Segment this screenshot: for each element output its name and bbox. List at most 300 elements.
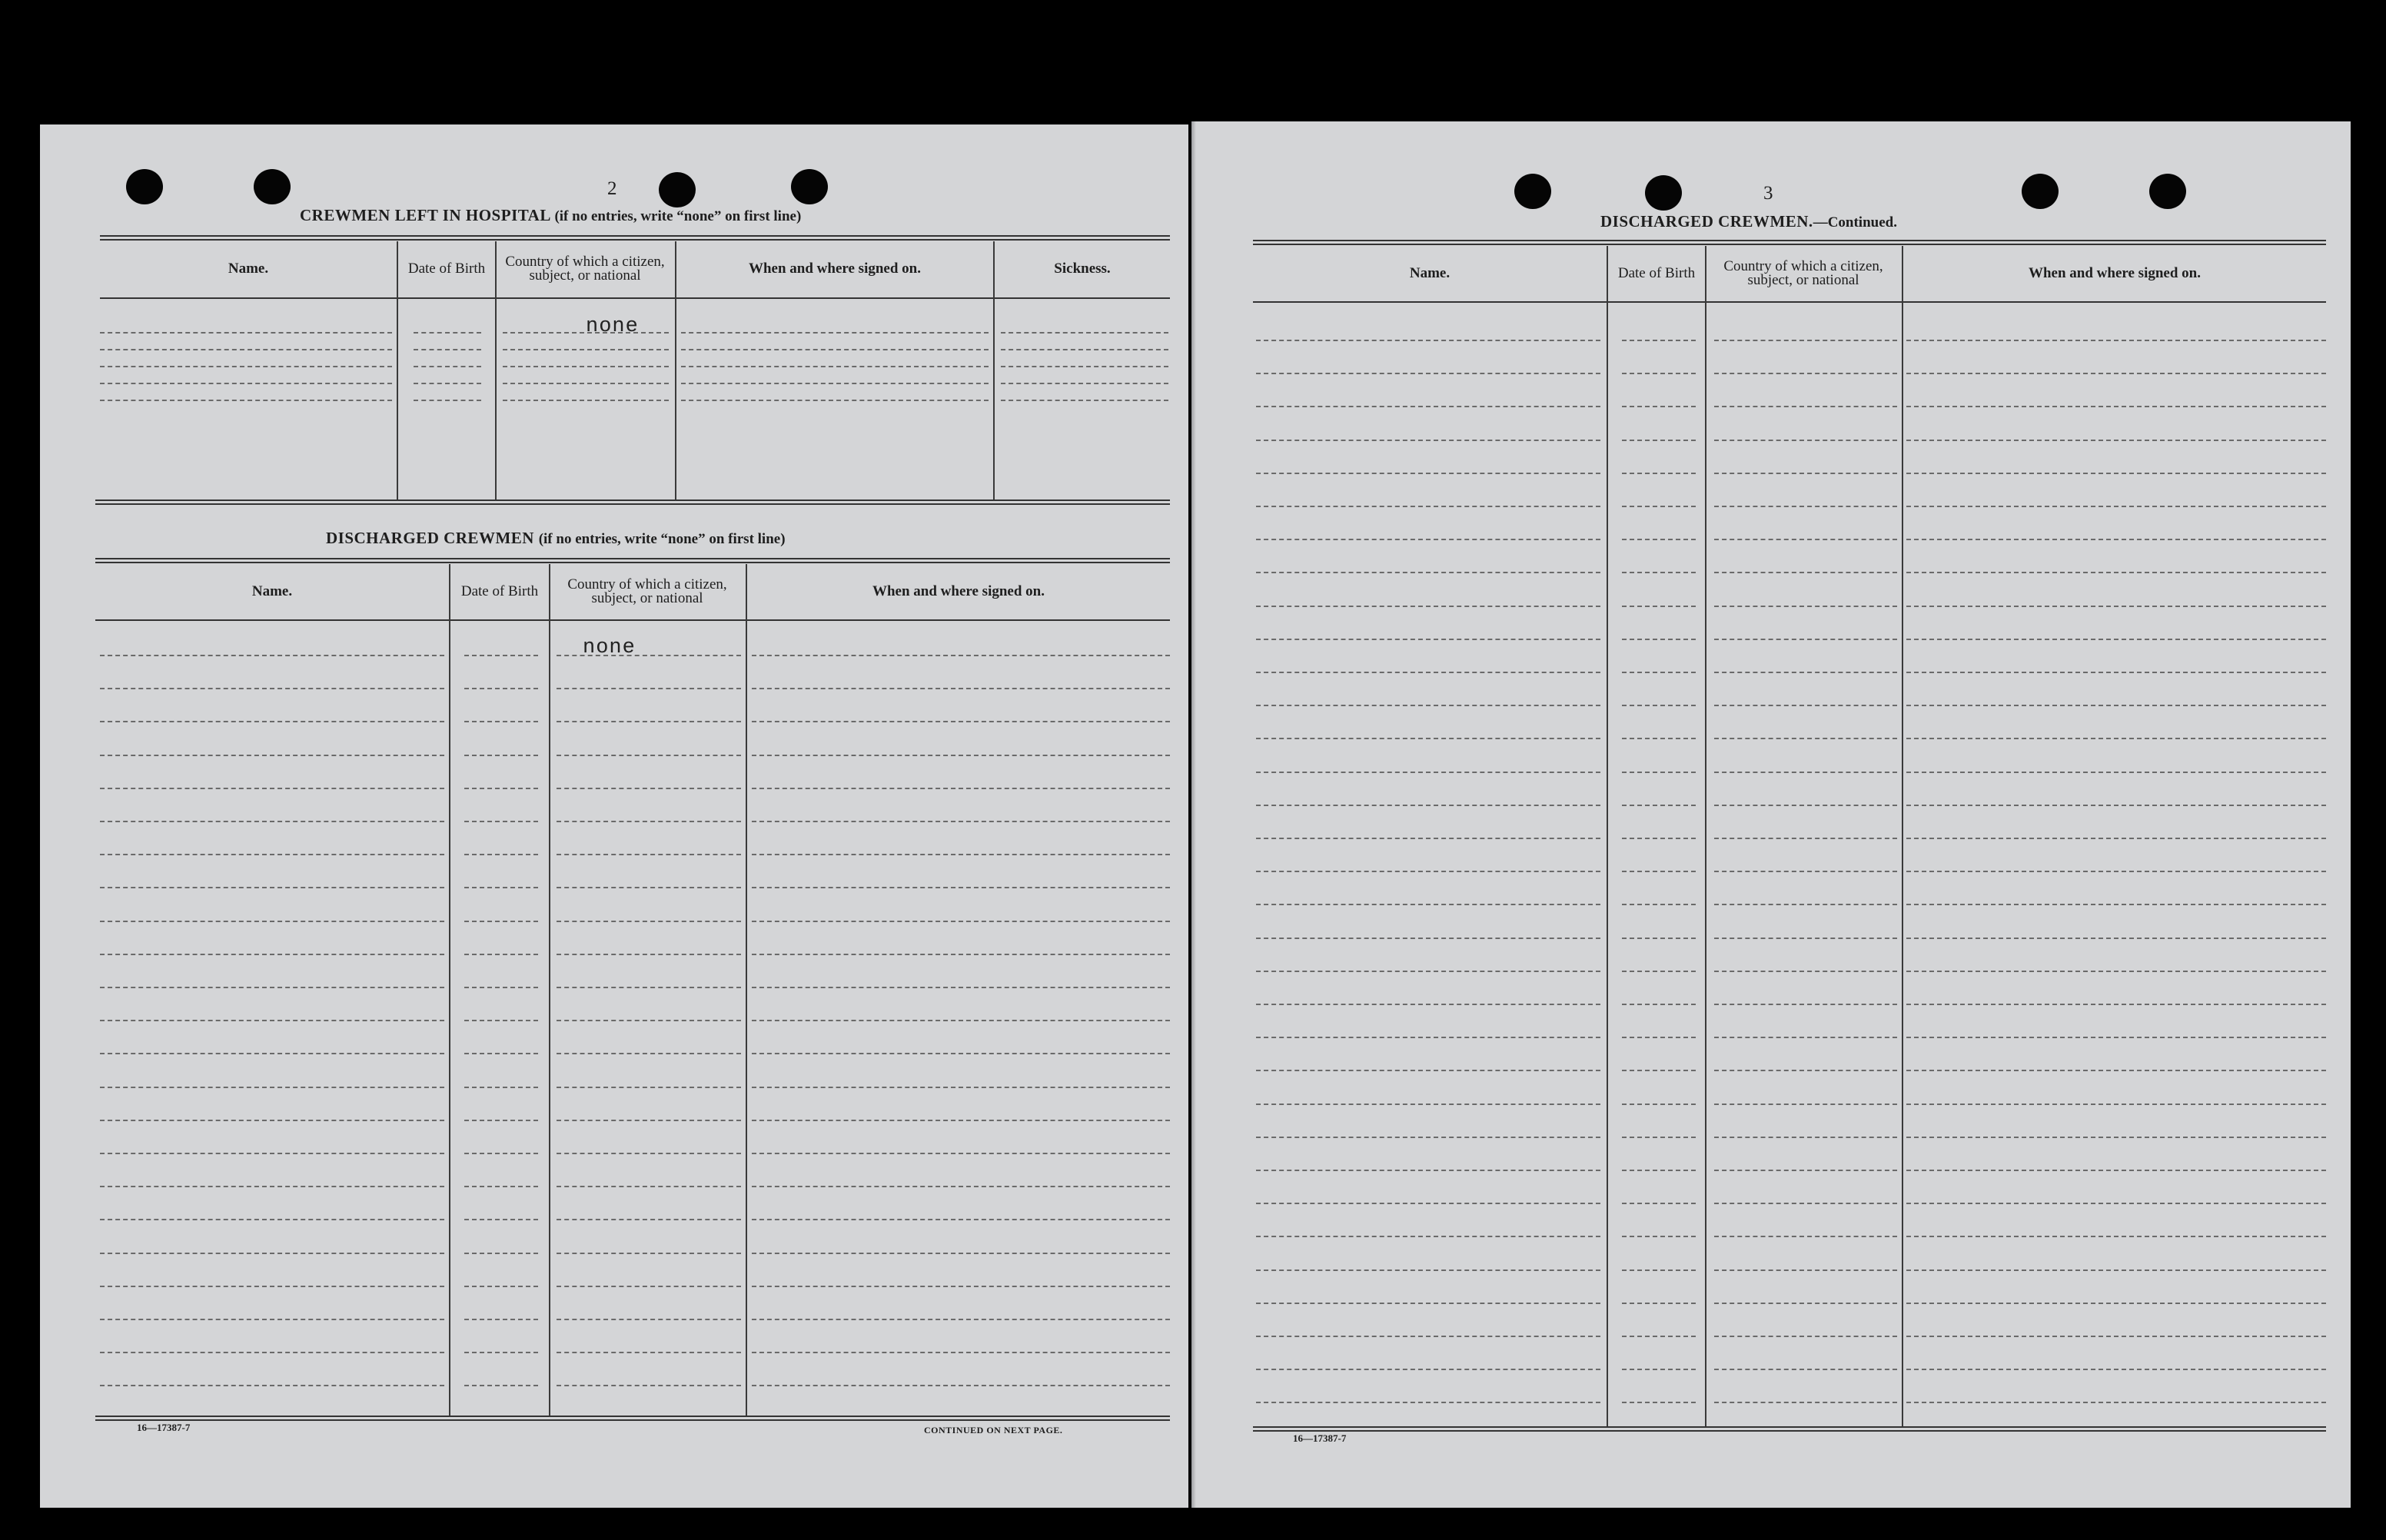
entry-line	[100, 655, 444, 656]
form-number: 16—17387-7	[1293, 1432, 1347, 1444]
entry-line	[1714, 1236, 1897, 1237]
entry-line	[1906, 1270, 2326, 1271]
entry-line	[1906, 373, 2326, 374]
entry-line	[1622, 805, 1696, 806]
entry-line	[1256, 606, 1600, 607]
entry-line	[100, 1319, 444, 1320]
caption-title: DISCHARGED CREWMEN.	[1600, 212, 1813, 231]
col-header-signed-on: When and where signed on.	[2028, 265, 2201, 281]
entry-line	[1714, 1070, 1897, 1071]
entry-line	[464, 1253, 538, 1254]
entry-line	[414, 400, 481, 401]
entry-line	[1256, 1070, 1600, 1071]
discharged-entry-typed: none	[583, 636, 636, 659]
entry-line	[1906, 1070, 2326, 1071]
header-rule	[1253, 301, 2326, 303]
entry-line	[1256, 340, 1600, 341]
entry-line	[414, 332, 481, 334]
entry-line	[1622, 1137, 1696, 1138]
entry-line	[752, 1286, 1170, 1287]
entry-line	[1256, 1336, 1600, 1337]
entry-line	[752, 1087, 1170, 1088]
entry-line	[1622, 1070, 1696, 1071]
entry-line	[1256, 805, 1600, 806]
entry-line	[1906, 639, 2326, 640]
col-header-dob: Date of Birth	[407, 261, 486, 277]
entry-line	[1906, 1203, 2326, 1204]
entry-line	[752, 1020, 1170, 1021]
entry-line	[1714, 1037, 1897, 1038]
entry-line	[1906, 1137, 2326, 1138]
entry-line	[1622, 938, 1696, 939]
entry-line	[557, 987, 741, 988]
punch-hole	[2022, 174, 2059, 209]
entry-line	[1622, 871, 1696, 872]
entry-line	[100, 1087, 444, 1088]
entry-line	[464, 1385, 538, 1386]
col-header-name: Name.	[1409, 265, 1451, 281]
entry-line	[752, 1120, 1170, 1121]
entry-line	[1622, 971, 1696, 972]
entry-line	[1622, 406, 1696, 407]
entry-line	[100, 383, 392, 384]
entry-line	[752, 887, 1170, 888]
hospital-top-rule	[100, 235, 1170, 237]
discharged-caption-note: (if no entries, write “none” on first line)	[538, 531, 786, 547]
entry-line	[1622, 606, 1696, 607]
entry-line	[681, 400, 989, 401]
entry-line	[1256, 672, 1600, 673]
entry-line	[1906, 1170, 2326, 1171]
form-number: 16—17387-7	[137, 1422, 191, 1433]
entry-line	[1622, 772, 1696, 773]
entry-line	[1906, 904, 2326, 905]
entry-line	[464, 854, 538, 855]
entry-line	[557, 655, 741, 656]
entry-line	[100, 987, 444, 988]
entry-line	[100, 349, 392, 350]
entry-line	[1906, 539, 2326, 540]
entry-line	[1256, 639, 1600, 640]
entry-line	[464, 1120, 538, 1121]
entry-line	[752, 1385, 1170, 1386]
entry-line	[1256, 1037, 1600, 1038]
entry-line	[503, 332, 669, 334]
entry-line	[1256, 1270, 1600, 1271]
entry-line	[1001, 400, 1168, 401]
entry-line	[464, 1020, 538, 1021]
entry-line	[752, 1053, 1170, 1054]
entry-line	[1256, 1004, 1600, 1005]
entry-line	[464, 788, 538, 789]
entry-line	[1622, 572, 1696, 573]
continued-note: CONTINUED ON NEXT PAGE.	[924, 1425, 1063, 1435]
entry-line	[1714, 1369, 1897, 1370]
top-rule	[1253, 240, 2326, 241]
entry-line	[464, 821, 538, 822]
discharged-bottom-rule	[95, 1416, 1170, 1417]
entry-line	[464, 1186, 538, 1187]
entry-line	[1714, 672, 1897, 673]
entry-line	[1714, 606, 1897, 607]
entry-line	[1256, 373, 1600, 374]
entry-line	[100, 1020, 444, 1021]
entry-line	[1622, 473, 1696, 474]
entry-line	[1906, 473, 2326, 474]
hospital-caption-title: CREWMEN LEFT IN HOSPITAL	[300, 206, 550, 224]
entry-line	[464, 688, 538, 689]
left-page	[40, 124, 1188, 1508]
entry-line	[100, 1219, 444, 1220]
entry-line	[1622, 1170, 1696, 1171]
entry-line	[681, 332, 989, 334]
column-divider	[449, 564, 450, 1416]
entry-line	[464, 887, 538, 888]
col-header-name: Name.	[228, 261, 269, 277]
entry-line	[557, 887, 741, 888]
entry-line	[1714, 871, 1897, 872]
entry-line	[1256, 772, 1600, 773]
entry-line	[1256, 1104, 1600, 1105]
entry-line	[752, 755, 1170, 756]
entry-line	[464, 1319, 538, 1320]
entry-line	[100, 887, 444, 888]
col-header-country: Country of which a citizen, subject, or national	[567, 576, 727, 606]
hospital-bottom-rule	[95, 500, 1170, 501]
entry-line	[1906, 1104, 2326, 1105]
entry-line	[1256, 539, 1600, 540]
entry-line	[557, 1385, 741, 1386]
entry-line	[1906, 738, 2326, 739]
entry-line	[1256, 473, 1600, 474]
punch-hole	[1645, 175, 1682, 211]
entry-line	[1906, 1402, 2326, 1403]
entry-line	[1622, 1303, 1696, 1304]
entry-line	[1906, 838, 2326, 839]
entry-line	[100, 788, 444, 789]
entry-line	[1256, 871, 1600, 872]
entry-line	[1622, 1236, 1696, 1237]
entry-line	[1256, 971, 1600, 972]
entry-line	[1714, 1170, 1897, 1171]
entry-line	[1714, 805, 1897, 806]
entry-line	[1256, 506, 1600, 507]
entry-line	[1714, 1137, 1897, 1138]
entry-line	[1906, 1336, 2326, 1337]
entry-line	[1714, 904, 1897, 905]
entry-line	[464, 721, 538, 722]
entry-line	[1001, 366, 1168, 367]
entry-line	[1256, 572, 1600, 573]
entry-line	[1714, 406, 1897, 407]
entry-line	[752, 1253, 1170, 1254]
entry-line	[100, 1186, 444, 1187]
entry-line	[1256, 1236, 1600, 1237]
entry-line	[1622, 672, 1696, 673]
entry-line	[752, 1153, 1170, 1154]
entry-line	[1714, 838, 1897, 839]
entry-line	[1622, 705, 1696, 706]
punch-hole	[791, 169, 828, 204]
entry-line	[1714, 971, 1897, 972]
col-header-dob: Date of Birth	[460, 583, 539, 599]
entry-line	[100, 755, 444, 756]
hospital-caption	[300, 206, 801, 225]
entry-line	[1256, 705, 1600, 706]
entry-line	[1256, 838, 1600, 839]
column-divider	[495, 241, 497, 500]
entry-line	[557, 854, 741, 855]
bottom-rule	[1253, 1426, 2326, 1428]
entry-line	[464, 1153, 538, 1154]
entry-line	[1714, 1303, 1897, 1304]
entry-line	[1256, 1303, 1600, 1304]
entry-line	[1714, 572, 1897, 573]
entry-line	[1622, 340, 1696, 341]
entry-line	[1714, 1203, 1897, 1204]
entry-line	[557, 721, 741, 722]
entry-line	[100, 1153, 444, 1154]
entry-line	[1906, 1037, 2326, 1038]
entry-line	[1256, 1170, 1600, 1171]
hospital-caption-note: (if no entries, write “none” on first line)	[554, 208, 802, 224]
entry-line	[752, 954, 1170, 955]
entry-line	[1906, 1369, 2326, 1370]
entry-line	[681, 366, 989, 367]
entry-line	[1622, 1037, 1696, 1038]
entry-line	[752, 921, 1170, 922]
entry-line	[1622, 1104, 1696, 1105]
column-divider	[1902, 246, 1903, 1426]
entry-line	[1714, 1004, 1897, 1005]
entry-line	[100, 400, 392, 401]
entry-line	[100, 954, 444, 955]
column-divider	[746, 564, 747, 1416]
punch-hole	[659, 172, 696, 207]
entry-line	[464, 1352, 538, 1353]
entry-line	[1622, 904, 1696, 905]
entry-line	[1714, 340, 1897, 341]
discharged-caption-title: DISCHARGED CREWMEN	[326, 529, 534, 547]
entry-line	[557, 1053, 741, 1054]
entry-line	[1256, 904, 1600, 905]
entry-line	[752, 688, 1170, 689]
entry-line	[557, 1286, 741, 1287]
entry-line	[100, 1352, 444, 1353]
entry-line	[1906, 805, 2326, 806]
entry-line	[1622, 539, 1696, 540]
entry-line	[1622, 373, 1696, 374]
discharged-caption	[326, 529, 786, 548]
entry-line	[1622, 1336, 1696, 1337]
entry-line	[1256, 440, 1600, 441]
entry-line	[1622, 639, 1696, 640]
entry-line	[557, 1253, 741, 1254]
col-header-name: Name.	[251, 583, 293, 599]
col-header-signed-on: When and where signed on.	[872, 583, 1045, 599]
entry-line	[1256, 738, 1600, 739]
entry-line	[1714, 506, 1897, 507]
col-header-dob: Date of Birth	[1617, 265, 1696, 281]
entry-line	[1714, 639, 1897, 640]
entry-line	[1906, 705, 2326, 706]
entry-line	[1001, 383, 1168, 384]
entry-line	[557, 1186, 741, 1187]
punch-hole	[254, 169, 291, 204]
entry-line	[557, 755, 741, 756]
entry-line	[1622, 440, 1696, 441]
entry-line	[752, 821, 1170, 822]
entry-line	[503, 366, 669, 367]
entry-line	[1714, 738, 1897, 739]
entry-line	[752, 1219, 1170, 1220]
entry-line	[752, 987, 1170, 988]
entry-line	[557, 1352, 741, 1353]
entry-line	[1001, 349, 1168, 350]
hospital-header-rule	[100, 297, 1170, 299]
hospital-entry-typed: none	[586, 315, 639, 338]
entry-line	[752, 1186, 1170, 1187]
entry-line	[100, 1385, 444, 1386]
entry-line	[1906, 572, 2326, 573]
entry-line	[1256, 1203, 1600, 1204]
entry-line	[1622, 1402, 1696, 1403]
column-divider	[1607, 246, 1608, 1426]
entry-line	[1622, 1369, 1696, 1370]
entry-line	[1001, 332, 1168, 334]
entry-line	[503, 383, 669, 384]
entry-line	[100, 821, 444, 822]
entry-line	[752, 1319, 1170, 1320]
entry-line	[464, 655, 538, 656]
entry-line	[1906, 971, 2326, 972]
entry-line	[464, 1087, 538, 1088]
entry-line	[1714, 440, 1897, 441]
entry-line	[557, 1020, 741, 1021]
entry-line	[1906, 672, 2326, 673]
punch-hole	[126, 169, 163, 204]
entry-line	[557, 1319, 741, 1320]
entry-line	[1622, 1004, 1696, 1005]
entry-line	[1714, 1402, 1897, 1403]
entry-line	[557, 788, 741, 789]
entry-line	[752, 788, 1170, 789]
entry-line	[752, 655, 1170, 656]
discharged-continued-caption	[1600, 212, 1897, 231]
column-divider	[549, 564, 550, 1416]
entry-line	[1714, 373, 1897, 374]
col-header-sickness: Sickness.	[1054, 261, 1111, 277]
entry-line	[1906, 506, 2326, 507]
entry-line	[1714, 705, 1897, 706]
col-header-country: Country of which a citizen, subject, or national	[505, 254, 665, 284]
entry-line	[414, 349, 481, 350]
entry-line	[1906, 1303, 2326, 1304]
entry-line	[100, 854, 444, 855]
entry-line	[100, 721, 444, 722]
discharged-top-rule	[95, 558, 1170, 559]
punch-hole	[2149, 174, 2186, 209]
entry-line	[1622, 506, 1696, 507]
entry-line	[1714, 938, 1897, 939]
entry-line	[1906, 340, 2326, 341]
punch-hole	[1514, 174, 1551, 209]
entry-line	[414, 383, 481, 384]
right-page	[1191, 121, 2351, 1508]
entry-line	[464, 1053, 538, 1054]
entry-line	[414, 366, 481, 367]
entry-line	[1714, 1336, 1897, 1337]
entry-line	[557, 921, 741, 922]
entry-line	[100, 1286, 444, 1287]
entry-line	[1906, 1004, 2326, 1005]
entry-line	[1714, 473, 1897, 474]
entry-line	[1256, 1402, 1600, 1403]
entry-line	[1256, 938, 1600, 939]
entry-line	[1714, 1270, 1897, 1271]
entry-line	[100, 366, 392, 367]
entry-line	[100, 1053, 444, 1054]
col-header-signed-on: When and where signed on.	[748, 261, 921, 277]
entry-line	[464, 1286, 538, 1287]
entry-line	[1906, 938, 2326, 939]
entry-line	[1256, 406, 1600, 407]
entry-line	[1906, 406, 2326, 407]
entry-line	[1622, 738, 1696, 739]
entry-line	[681, 383, 989, 384]
entry-line	[1906, 606, 2326, 607]
entry-line	[557, 954, 741, 955]
entry-line	[1622, 838, 1696, 839]
caption-suffix: —Continued.	[1813, 214, 1897, 231]
entry-line	[503, 400, 669, 401]
entry-line	[503, 349, 669, 350]
entry-line	[100, 921, 444, 922]
entry-line	[100, 332, 392, 334]
entry-line	[557, 1219, 741, 1220]
entry-line	[752, 1352, 1170, 1353]
discharged-header-rule	[95, 619, 1170, 621]
col-header-country: Country of which a citizen, subject, or national	[1723, 258, 1883, 288]
entry-line	[1906, 772, 2326, 773]
entry-line	[100, 688, 444, 689]
entry-line	[1622, 1203, 1696, 1204]
entry-line	[100, 1120, 444, 1121]
entry-line	[1906, 440, 2326, 441]
entry-line	[557, 1087, 741, 1088]
entry-line	[100, 1253, 444, 1254]
entry-line	[464, 921, 538, 922]
entry-line	[464, 987, 538, 988]
entry-line	[752, 854, 1170, 855]
entry-line	[681, 349, 989, 350]
entry-line	[464, 755, 538, 756]
entry-line	[557, 1120, 741, 1121]
entry-line	[1714, 772, 1897, 773]
entry-line	[464, 954, 538, 955]
entry-line	[557, 821, 741, 822]
column-divider	[1705, 246, 1706, 1426]
entry-line	[752, 721, 1170, 722]
entry-line	[557, 1153, 741, 1154]
page-number: 3	[1763, 183, 1773, 204]
entry-line	[1714, 539, 1897, 540]
entry-line	[557, 688, 741, 689]
entry-line	[1622, 1270, 1696, 1271]
entry-line	[1714, 1104, 1897, 1105]
page-number: 2	[607, 178, 617, 199]
entry-line	[464, 1219, 538, 1220]
